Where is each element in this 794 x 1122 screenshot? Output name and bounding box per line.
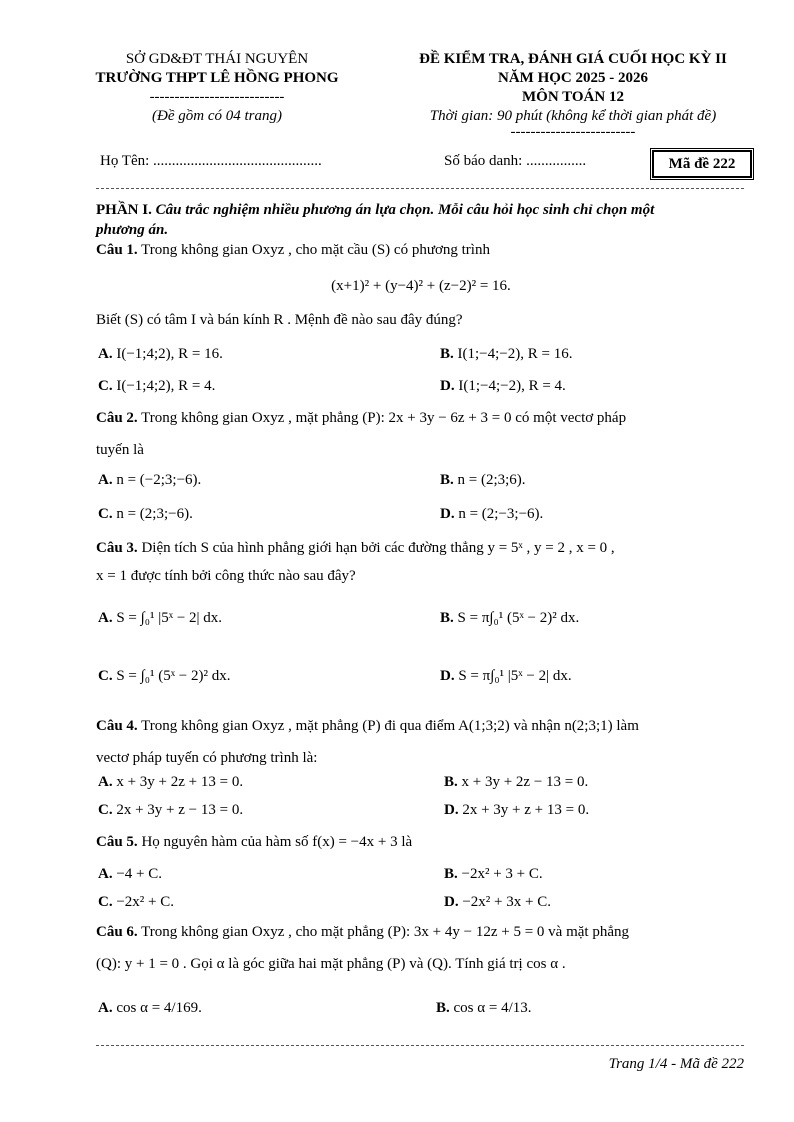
q2-option-d-text: n = (2;−3;−6). xyxy=(458,506,544,522)
q6-option-a-text: cos α = 4/169. xyxy=(116,1000,202,1016)
q1-option-a-text: I(−1;4;2), R = 16. xyxy=(116,346,223,362)
q1-option-b-letter: B. xyxy=(440,346,454,362)
q5-text: Họ nguyên hàm của hàm số f(x) = −4x + 3 là xyxy=(141,834,413,850)
q2-option-c[interactable] xyxy=(98,504,193,524)
q5-option-b-text: −2x² + 3 + C. xyxy=(461,866,543,882)
q1-option-c-letter: C. xyxy=(98,378,113,394)
q4-option-d-text: 2x + 3y + z + 13 = 0. xyxy=(462,802,590,818)
q3-option-c-letter: C. xyxy=(98,668,113,684)
q4-text2: vectơ pháp tuyến có phương trình là: xyxy=(96,750,318,766)
header-left-divider: --------------------------- xyxy=(149,89,285,105)
subject: MÔN TOÁN 12 xyxy=(522,89,624,105)
q5-label: Câu 5. xyxy=(96,834,138,850)
q2-option-d-letter: D. xyxy=(440,506,455,522)
q3-stem xyxy=(96,538,746,558)
q4-option-b-text: x + 3y + 2z − 13 = 0. xyxy=(461,774,589,790)
q1-option-b[interactable] xyxy=(440,344,572,364)
q4-option-c-text: 2x + 3y + z − 13 = 0. xyxy=(116,802,244,818)
q3-text: Diện tích S của hình phẳng giới hạn bởi các đường thẳng y = 5ˣ , y = 2 , x = 0 , xyxy=(141,540,615,556)
q2-stem xyxy=(96,408,746,428)
q6-text: Trong không gian Oxyz , cho mặt phẳng (P): 3x + 4y − 12z + 5 = 0 và mặt phẳng xyxy=(141,924,629,940)
name-field[interactable]: Họ Tên: ............................................. xyxy=(100,153,322,169)
q1-option-c[interactable] xyxy=(98,376,215,396)
time-note: Thời gian: 90 phút (không kể thời gian phát đề) xyxy=(429,108,717,124)
q4-stem xyxy=(96,716,746,736)
q5-stem xyxy=(96,832,746,852)
q3-option-b[interactable] xyxy=(440,608,579,628)
q4-option-a-text: x + 3y + 2z + 13 = 0. xyxy=(116,774,244,790)
q3-option-d-letter: D. xyxy=(440,668,455,684)
q2-text: Trong không gian Oxyz , mặt phẳng (P): 2x + 3y − 6z + 3 = 0 có một vectơ pháp xyxy=(141,410,627,426)
school-name: TRƯỜNG THPT LÊ HỒNG PHONG xyxy=(95,70,339,86)
q1-option-a-letter: A. xyxy=(98,346,113,362)
q4-label: Câu 4. xyxy=(96,718,138,734)
q1-equation: (x+1)² + (y−4)² + (z−2)² = 16. xyxy=(331,278,511,294)
q2-text2: tuyến là xyxy=(96,442,144,458)
header-left xyxy=(72,50,362,126)
part1-desc: Câu trắc nghiệm nhiều phương án lựa chọn. Mỗi câu hỏi học sinh chỉ chọn một xyxy=(155,202,655,218)
q2-option-c-letter: C. xyxy=(98,506,113,522)
part1-line xyxy=(96,200,746,220)
q5-option-d-text: −2x² + 3x + C. xyxy=(462,894,551,910)
q3-option-b-text: S = π∫₀¹ (5ˣ − 2)² dx. xyxy=(457,610,580,626)
part1-desc-cont: phương án. xyxy=(96,222,169,238)
q2-option-b-text: n = (2;3;6). xyxy=(457,472,526,488)
q2-option-a-letter: A. xyxy=(98,472,113,488)
q2-option-a-text: n = (−2;3;−6). xyxy=(116,472,202,488)
q1-text: Trong không gian Oxyz , cho mặt cầu (S) có phương trình xyxy=(141,242,490,258)
exam-code-box: Mã đề 222 xyxy=(652,150,752,178)
q6-text2: (Q): y + 1 = 0 . Gọi α là góc giữa hai mặt phẳng (P) và (Q). Tính giá trị cos α . xyxy=(96,956,566,972)
q4-option-b-letter: B. xyxy=(444,774,458,790)
q1-option-d-text: I(1;−4;−2), R = 4. xyxy=(458,378,566,394)
dept-name: SỞ GD&ĐT THÁI NGUYÊN xyxy=(125,51,309,67)
q5-option-d-letter: D. xyxy=(444,894,459,910)
bottom-divider xyxy=(96,1045,744,1046)
q5-option-c-text: −2x² + C. xyxy=(116,894,175,910)
q1-text2: Biết (S) có tâm I và bán kính R . Mệnh đề nào sau đây đúng? xyxy=(96,312,463,328)
q3-option-b-letter: B. xyxy=(440,610,454,626)
q3-option-a[interactable] xyxy=(98,608,222,628)
q2-option-b-letter: B. xyxy=(440,472,454,488)
q5-option-d[interactable] xyxy=(444,892,551,912)
school-year: NĂM HỌC 2025 - 2026 xyxy=(498,70,648,86)
q2-option-b[interactable] xyxy=(440,470,526,490)
q6-option-b-letter: B. xyxy=(436,1000,450,1016)
q1-option-b-text: I(1;−4;−2), R = 16. xyxy=(457,346,573,362)
candidate-number-field[interactable]: Số báo danh: ................ xyxy=(444,153,587,169)
header-right xyxy=(383,50,763,138)
q5-option-c[interactable] xyxy=(98,892,174,912)
q4-option-b[interactable] xyxy=(444,772,588,792)
q5-option-a-letter: A. xyxy=(98,866,113,882)
q5-option-b-letter: B. xyxy=(444,866,458,882)
q1-option-a[interactable] xyxy=(98,344,223,364)
q2-option-d[interactable] xyxy=(440,504,543,524)
q1-stem xyxy=(96,240,746,260)
q5-option-b[interactable] xyxy=(444,864,543,884)
q4-option-a-letter: A. xyxy=(98,774,113,790)
q2-option-c-text: n = (2;3;−6). xyxy=(116,506,193,522)
pages-note: (Đề gồm có 04 trang) xyxy=(152,108,282,124)
page-footer: Trang 1/4 - Mã đề 222 xyxy=(608,1056,744,1072)
student-info-row xyxy=(100,150,750,178)
q1-option-d[interactable] xyxy=(440,376,566,396)
q6-stem xyxy=(96,922,746,942)
q4-option-a[interactable] xyxy=(98,772,243,792)
q1-option-c-text: I(−1;4;2), R = 4. xyxy=(116,378,216,394)
q5-option-a-text: −4 + C. xyxy=(116,866,163,882)
q4-option-d-letter: D. xyxy=(444,802,459,818)
q1-label: Câu 1. xyxy=(96,242,138,258)
q3-option-d[interactable] xyxy=(440,666,572,686)
q6-option-b-text: cos α = 4/13. xyxy=(453,1000,532,1016)
q3-text2: x = 1 được tính bởi công thức nào sau đây? xyxy=(96,568,356,584)
q3-option-c[interactable] xyxy=(98,666,231,686)
part1-title: PHẦN I. xyxy=(96,202,152,218)
q4-option-c-letter: C. xyxy=(98,802,113,818)
q4-text: Trong không gian Oxyz , mặt phẳng (P) đi qua điểm A(1;3;2) và nhận n(2;3;1) làm xyxy=(141,718,639,734)
q6-option-b[interactable] xyxy=(436,998,532,1018)
q6-option-a[interactable] xyxy=(98,998,202,1018)
header-right-divider: ------------------------- xyxy=(510,124,636,140)
q1-option-d-letter: D. xyxy=(440,378,455,394)
q3-option-c-text: S = ∫₀¹ (5ˣ − 2)² dx. xyxy=(116,668,231,684)
q4-option-c[interactable] xyxy=(98,800,243,820)
q2-option-a[interactable] xyxy=(98,470,201,490)
q3-option-d-text: S = π∫₀¹ |5ˣ − 2| dx. xyxy=(458,668,572,684)
q2-label: Câu 2. xyxy=(96,410,138,426)
q3-option-a-text: S = ∫₀¹ |5ˣ − 2| dx. xyxy=(116,610,223,626)
q5-option-a[interactable] xyxy=(98,864,162,884)
q3-option-a-letter: A. xyxy=(98,610,113,626)
q6-label: Câu 6. xyxy=(96,924,138,940)
exam-title: ĐỀ KIỂM TRA, ĐÁNH GIÁ CUỐI HỌC KỲ II xyxy=(419,51,727,67)
q6-option-a-letter: A. xyxy=(98,1000,113,1016)
q4-option-d[interactable] xyxy=(444,800,589,820)
q3-label: Câu 3. xyxy=(96,540,138,556)
q5-option-c-letter: C. xyxy=(98,894,113,910)
top-divider xyxy=(96,188,744,189)
